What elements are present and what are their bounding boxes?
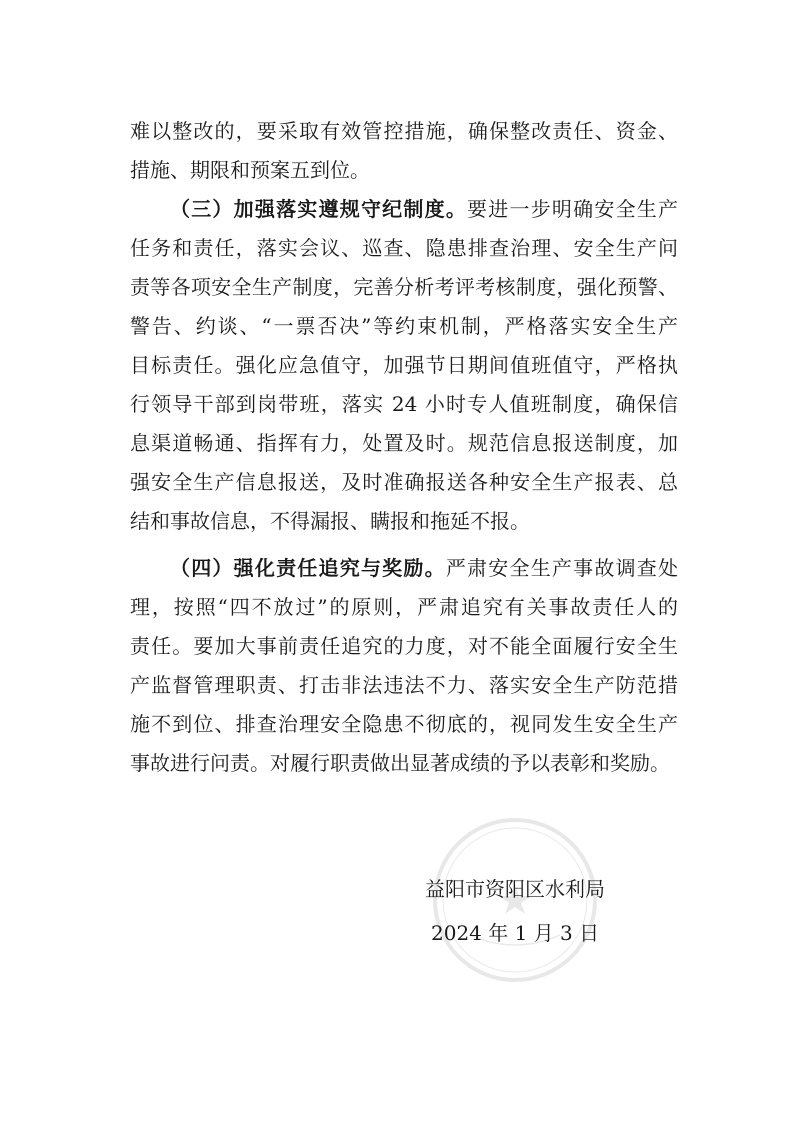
paragraph-text: 要进一步明确安全生产 bbox=[467, 197, 678, 221]
signature-date: 2024 年 1 月 3 日 bbox=[431, 921, 600, 945]
paragraph-line: 施不到位、排查治理安全隐患不彻底的，视同发生安全生产 bbox=[130, 712, 678, 736]
paragraph-line: 结和事故信息，不得漏报、瞒报和拖延不报。 bbox=[130, 509, 530, 533]
section-heading: （三）加强落实遵规守纪制度。 bbox=[170, 197, 468, 221]
paragraph-line: 目标责任。强化应急值守，加强节日期间值班值守，严格执 bbox=[130, 353, 678, 377]
paragraph-line: 责任。要加大事前责任追究的力度，对不能全面履行安全生 bbox=[130, 634, 678, 658]
signature-organization: 益阳市资阳区水利局 bbox=[425, 877, 605, 901]
paragraph-line: 理，按照“四不放过”的原则，严肃追究有关事故责任人的 bbox=[130, 595, 678, 619]
paragraph-line: 行领导干部到岗带班，落实 24 小时专人值班制度，确保信 bbox=[130, 392, 678, 416]
section-heading-line bbox=[170, 555, 678, 581]
paragraph-text: 严肃安全生产事故调查处 bbox=[445, 556, 678, 580]
paragraph-line: 强安全生产信息报送，及时准确报送各种安全生产报表、总 bbox=[130, 470, 678, 494]
paragraph-line: 警告、约谈、“一票否决”等约束机制，严格落实安全生产 bbox=[130, 314, 678, 338]
paragraph-line: 难以整改的，要采取有效管控措施，确保整改责任、资金、 bbox=[130, 119, 678, 143]
paragraph-line: 事故进行问责。对履行职责做出显著成绩的予以表彰和奖励。 bbox=[130, 751, 670, 775]
paragraph-line: 任务和责任，落实会议、巡查、隐患排查治理、安全生产问 bbox=[130, 236, 678, 260]
section-heading-line bbox=[170, 196, 678, 222]
paragraph-line: 责等各项安全生产制度，完善分析考评考核制度，强化预警、 bbox=[130, 275, 678, 299]
paragraph-line: 措施、期限和预案五到位。 bbox=[130, 158, 370, 182]
section-heading: （四）强化责任追究与奖励。 bbox=[170, 556, 446, 580]
paragraph-line: 息渠道畅通、指挥有力，处置及时。规范信息报送制度，加 bbox=[130, 431, 678, 455]
paragraph-line: 产监督管理职责、打击非法违法不力、落实安全生产防范措 bbox=[130, 673, 678, 697]
